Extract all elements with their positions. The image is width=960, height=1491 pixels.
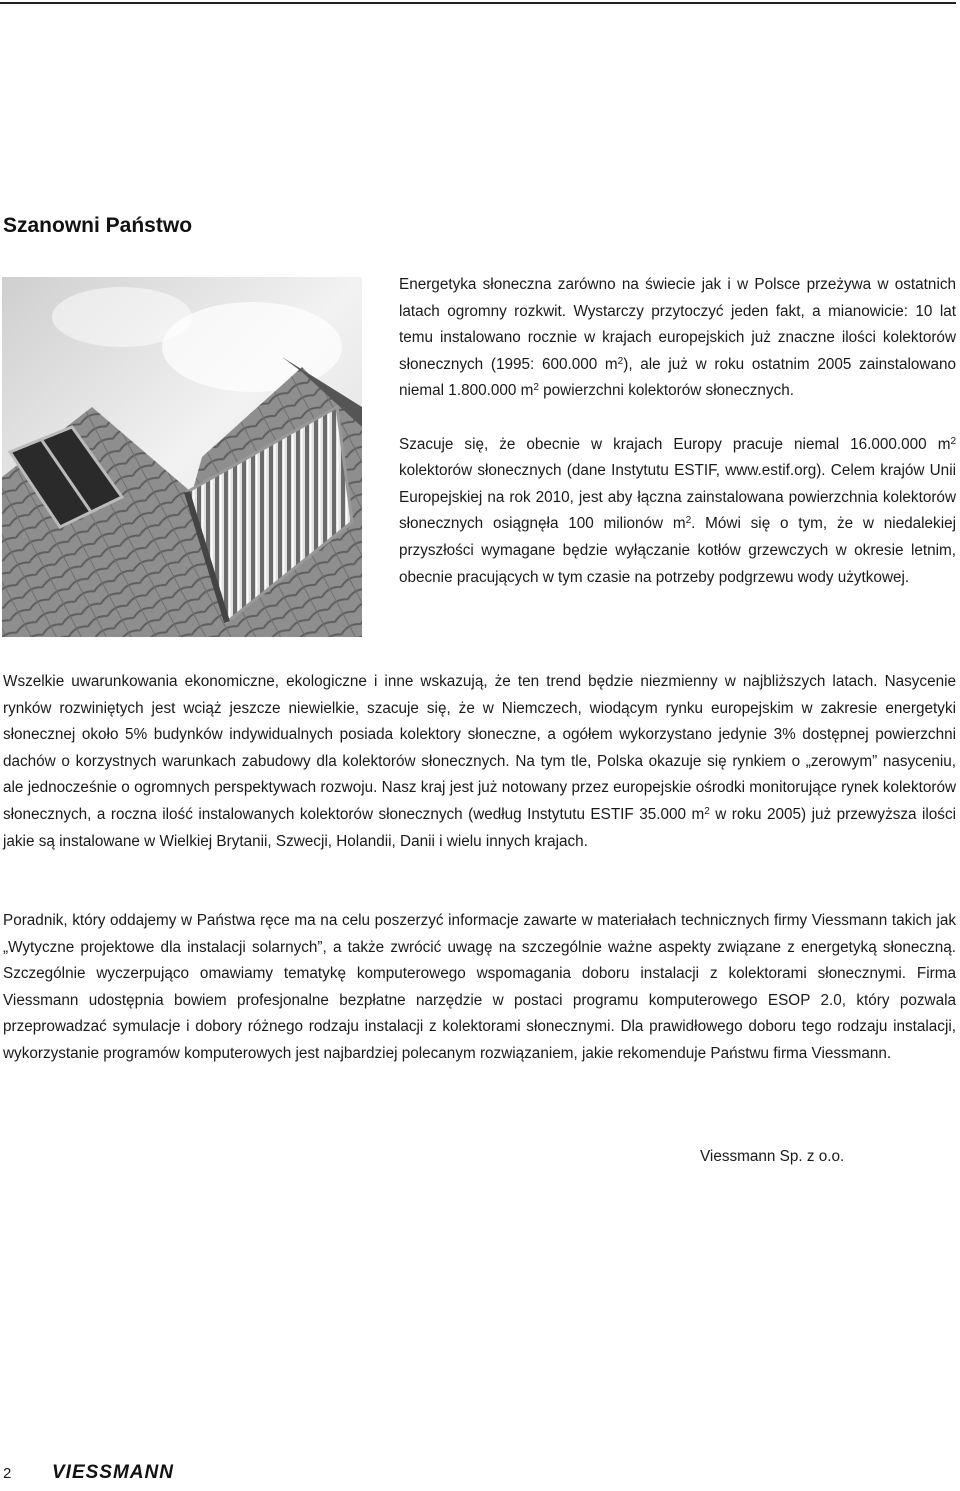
text-run: w roku 2005) już przewyższa ilości jakie są instalowane w Wielkiej Brytanii, Szwecji, Holandii, Danii i wielu innych krajach. xyxy=(3,805,956,850)
roof-solar-collectors-photo xyxy=(2,277,362,637)
superscript: 2 xyxy=(704,805,710,817)
text-run: ), ale już w roku ostatnim 2005 zainstalowano niemal 1.800.000 m xyxy=(399,355,956,400)
text-run: kolektorów słonecznych (dane Instytutu ESTIF, www.estif.org). Celem krajów Unii Europejskiej na rok 2010, jest aby łączna zainstalowana powierzchnia kolektorów słonecznych osiągnęła 100 milionów m xyxy=(399,462,956,533)
text-run: Szacuje się, że obecnie w krajach Europy pracuje niemal 16.000.000 m xyxy=(399,435,951,453)
viessmann-logo: VIESSMANN xyxy=(52,1462,174,1483)
guide-paragraph: Poradnik, który oddajemy w Państwa ręce ma na celu poszerzyć informacje zawarte w materiałach technicznych firmy Viessmann takich jak „Wytyczne projektowe dla instalacji solarnych”, a także zwrócić uwagę na szczególnie ważne aspekty związane z energetyką słoneczną. Szczególnie wyczerpująco omawiamy tematykę komputerowego wspomagania doboru instalacji z kolektorami słonecznymi. Firma Viessmann udostępnia bowiem profesjonalne bezpłatne narzędzie w postaci programu komputerowego ESOP 2.0, który pozwala przeprowadzać symulacje i dobory różnego rodzaju instalacji z kolektorami słonecznymi. Dla prawidłowego doboru tego rodzaju instalacji, wykorzystanie programów komputerowych jest najbardziej polecanym rozwiązaniem, jakie rekomenduje Państwu firma Viessmann. xyxy=(3,912,956,1062)
superscript: 2 xyxy=(950,435,956,447)
text-run: Energetyka słoneczna zarówno na świecie jak i w Polsce przeżywa w ostatnich latach ogromny rozkwit. Wystarczy przytoczyć jeden fakt, a mianowicie: 10 lat temu instalowano rocznie w krajach europejskich już znaczne ilości kolektorów słonecznych (1995: 600.000 m xyxy=(399,276,956,373)
superscript: 2 xyxy=(685,515,692,527)
intro-paragraph-1 xyxy=(399,272,956,405)
signature: Viessmann Sp. z o.o. xyxy=(700,1148,845,1165)
market-paragraph xyxy=(3,669,956,855)
page-number: 2 xyxy=(3,1465,12,1482)
page-title: Szanowni Państwo xyxy=(3,214,193,237)
text-run: powierzchni kolektorów słonecznych. xyxy=(538,382,794,400)
superscript: 2 xyxy=(533,382,539,394)
intro-paragraph-2 xyxy=(399,432,956,592)
text-run: . Mówi się o tym, że w niedalekiej przyszłości wymagane będzie wyłączanie kotłów grzewczych w okresie letnim, obecnie pracujących w tym czasie na potrzeby podgrzewu wody użytkowej. xyxy=(399,515,956,586)
superscript: 2 xyxy=(617,355,624,367)
text-run: Wszelkie uwarunkowania ekonomiczne, ekologiczne i inne wskazują, że ten trend będzie niezmienny w najbliższych latach. Nasycenie rynków rozwiniętych jest wciąż jeszcze niewielkie, szacuje się, że w Niemczech, wiodącym rynku europejskim w zakresie energetyki słonecznej około 5% budynków indywidualnych posiada kolektory słoneczne, a ogółem wykorzystano jedynie 3% dostępnej powierzchni dachów o korzystnych warunkach zabudowy dla kolektorów słonecznych. Na tym tle, Polska okazuje się rynkiem o „zerowym” nasyceniu, ale jednocześnie o ogromnych perspektywach rozwoju. Nasz kraj jest już notowany przez europejskie ośrodki monitorujące rynek kolektorów słonecznych, a roczna ilość instalowanych kolektorów słonecznych (według Instytutu ESTIF 35.000 m xyxy=(3,673,956,823)
body-paragraph-4 xyxy=(3,908,956,1068)
intro-column xyxy=(399,272,956,591)
top-rule xyxy=(0,2,956,4)
body-paragraph-3 xyxy=(3,669,956,855)
